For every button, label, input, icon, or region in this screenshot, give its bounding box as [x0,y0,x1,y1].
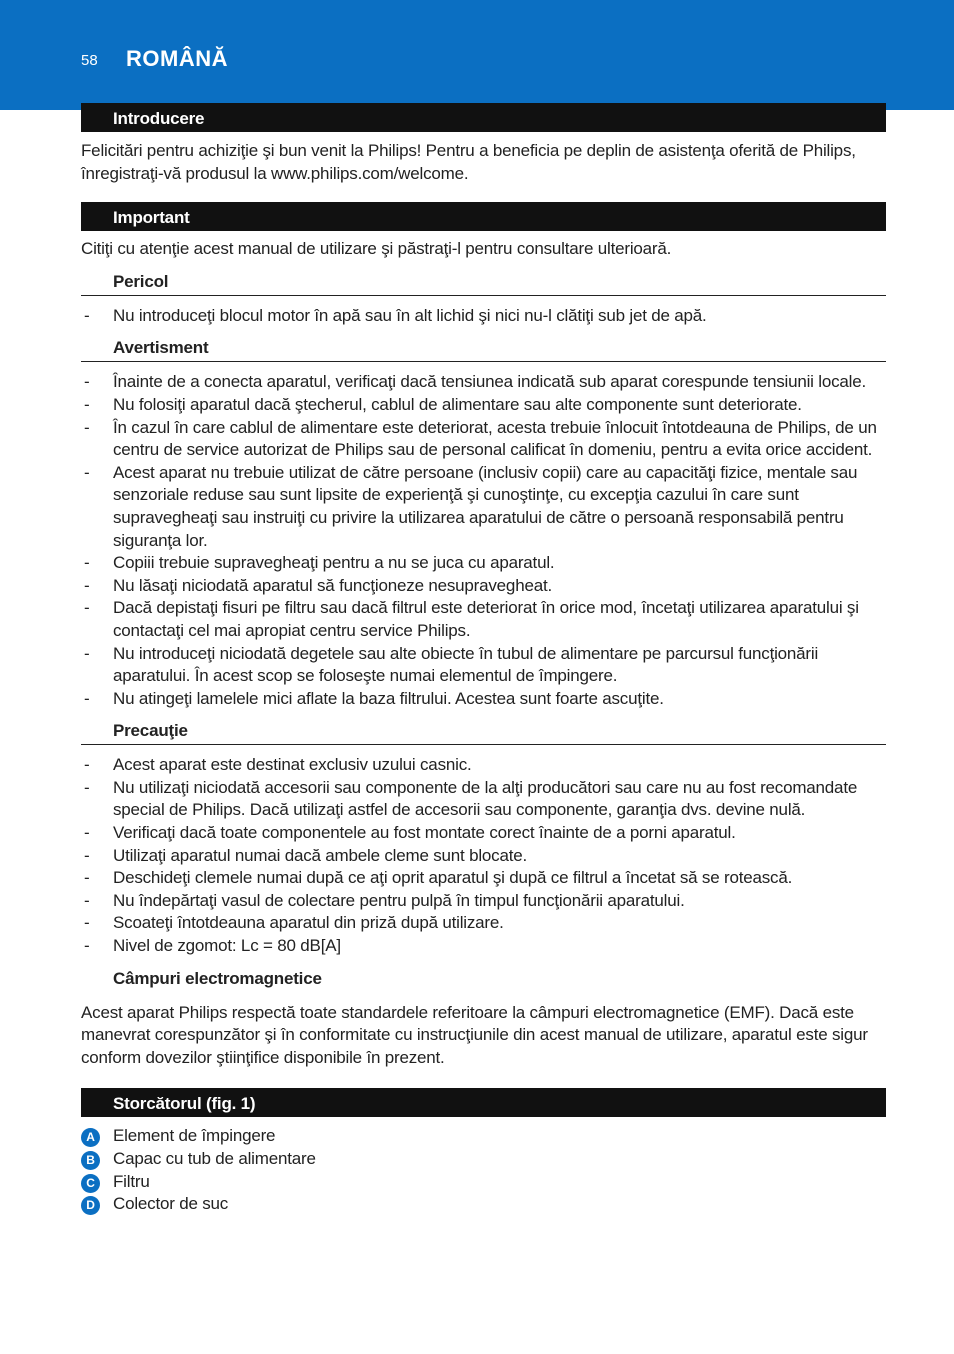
part-item [81,1125,886,1148]
letter-a-badge: A [81,1128,100,1147]
part-label: Capac cu tub de alimentare [113,1149,316,1168]
part-label: Element de împingere [113,1126,276,1146]
part-item [81,1193,886,1216]
letter-c-badge: C [81,1174,100,1193]
list-item: - Nu introduceţi blocul motor în apă sau în alt lichid şi nici nu-l clătiţi sub jet de apă. [81,305,886,328]
list-item: - Nivel de zgomot: Lc = 80 dB[A] [81,935,886,958]
pericol-list [81,305,886,328]
part-item [81,1171,886,1194]
section-title-storcatorul: Storcătorul (fig. 1) [81,1088,886,1117]
important-paragraph: Citiţi cu atenţie acest manual de utilizare şi păstraţi-l pentru consultare ulterioară. [81,239,672,259]
part-label: Colector de suc [113,1194,229,1214]
page-number: 58 [81,52,98,69]
subheading-precautie: Precauţie [81,720,886,745]
letter-d-badge: D [81,1196,100,1215]
letter-b-badge: B [81,1151,100,1170]
page-content [81,103,886,1216]
emf-paragraph: Acest aparat Philips respectă toate standardele referitoare la câmpuri electromagnetice (EMF). Dacă este manevrat corespunzător şi în conformitate cu instrucţiunile din acest manual de utilizare, aparatul este sigur conform dovezilor ştiinţifice disponibile în prezent. [81,1002,868,1067]
subheading-emf: Câmpuri electromagnetice [113,968,322,988]
list-item: - Nu folosiţi aparatul dacă ştecherul, cablul de alimentare sau alte componente sunt deteriorate. [81,394,886,417]
list-item: - Verificaţi dacă toate componentele au fost montate corect înainte de a porni aparatul. [81,822,886,845]
list-item: - Nu îndepărtaţi vasul de colectare pentru pulpă în timpul funcţionării aparatului. [81,890,886,913]
avertisment-list [81,371,886,710]
list-item: - Nu introduceţi niciodată degetele sau alte obiecte în tubul de alimentare pe parcursul funcţionării aparatului. În acest scop se foloseşte numai elementul de împingere. [81,643,886,688]
part-label: Filtru [113,1171,150,1191]
list-item: - Nu lăsaţi niciodată aparatul să funcţioneze nesupravegheat. [81,575,886,598]
subheading-avertisment: Avertisment [81,337,886,362]
section-title-important: Important [81,202,886,231]
subheading-pericol: Pericol [81,271,886,296]
intro-paragraph: Felicitări pentru achiziţie şi bun venit la Philips! Pentru a beneficia pe deplin de asistenţa oferită de Philips, înregistraţi-vă produsul la www.philips.com/welcome. [81,141,856,183]
list-item: - Nu utilizaţi niciodată accesorii sau componente de la alţi producători sau care nu au fost recomandate special de Philips. Dacă utilizaţi astfel de accesorii sau componente, garanţia dvs. devine nulă. [81,777,886,822]
list-item: - Acest aparat nu trebuie utilizat de către persoane (inclusiv copii) care au capacităţi fizice, mentale sau senzoriale reduse sau sunt lipsite de experienţă şi cunoştinţe, cu excepţia cazului în care sunt supravegheaţi sau instruiţi cu privire la utilizarea aparatului de către o persoană responsabilă pentru siguranţa lor. [81,462,886,552]
list-item: - Nu atingeţi lamelele mici aflate la baza filtrului. Acestea sunt foarte ascuţite. [81,688,886,711]
language-title: ROMÂNĂ [126,46,228,71]
section-title-introducere: Introducere [81,103,886,132]
list-item: - Scoateţi întotdeauna aparatul din priză după utilizare. [81,912,886,935]
list-item: - Deschideţi clemele numai după ce aţi oprit aparatul şi după ce filtrul a încetat să se rotească. [81,867,886,890]
list-item: - Copiii trebuie supravegheaţi pentru a nu se juca cu aparatul. [81,552,886,575]
list-item: - Utilizaţi aparatul numai dacă ambele cleme sunt blocate. [81,845,886,868]
list-item: - Înainte de a conecta aparatul, verificaţi dacă tensiunea indicată sub aparat corespunde tensiunii locale. [81,371,886,394]
parts-list [81,1125,886,1215]
precautie-list [81,754,886,957]
part-item [81,1148,886,1171]
list-item: - Acest aparat este destinat exclusiv uzului casnic. [81,754,886,777]
list-item: - Dacă depistaţi fisuri pe filtru sau dacă filtrul este deteriorat în orice mod, încetaţi utilizarea aparatului şi contactaţi cel mai apropiat centru service Philips. [81,597,886,642]
list-item: - În cazul în care cablul de alimentare este deteriorat, acesta trebuie înlocuit întotdeauna de Philips, de un centru de service autorizat de Philips sau de personal calificat în domeniu, pentru a evita orice accident. [81,417,886,462]
